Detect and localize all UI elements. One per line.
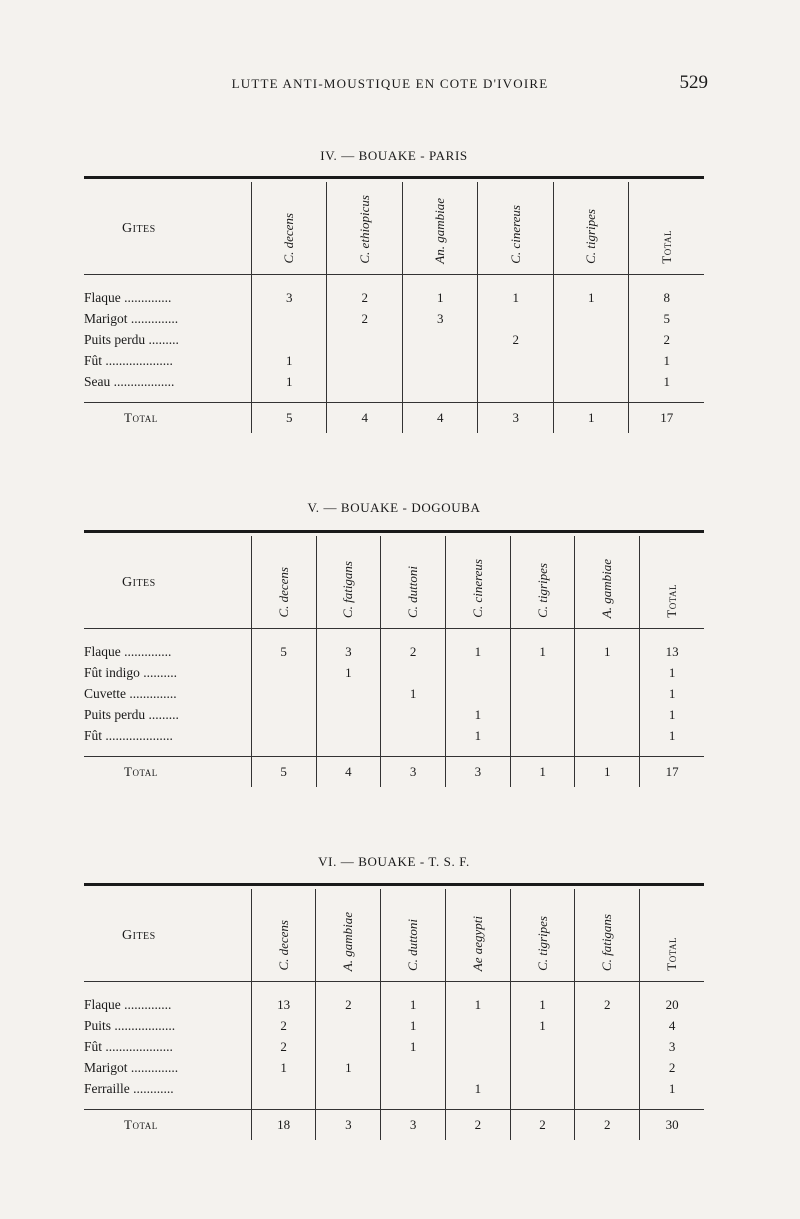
table-cell: 1 (640, 704, 704, 725)
column-header-label: C. duttoni (405, 565, 421, 618)
gites-label: Gites (122, 220, 156, 236)
table-title: IV. — BOUAKE - PARIS (320, 148, 468, 163)
gites-header (84, 536, 251, 629)
column-header-label: C. tigripes (583, 209, 599, 264)
table-cell (510, 1078, 575, 1110)
column-header-label: C. decens (275, 567, 291, 618)
running-title: LUTTE ANTI-MOUSTIQUE EN COTE D'IVOIRE (231, 76, 549, 91)
total-cell: 3 (316, 1110, 381, 1141)
column-header-label: C. tigripes (534, 916, 550, 971)
table-cell: 1 (510, 629, 575, 663)
total-cell: 4 (316, 757, 381, 788)
column-header (575, 889, 640, 982)
total-cell: 17 (629, 403, 704, 434)
table-cell: 1 (629, 371, 704, 403)
column-header-label: An. gambiae (432, 198, 448, 264)
table-cell: 1 (553, 275, 629, 309)
table-cell: 1 (251, 1057, 316, 1078)
total-cell: 3 (381, 757, 446, 788)
table-cell (316, 1015, 381, 1036)
row-label: Flaque .............. (84, 289, 172, 305)
row-label: Fût .................... (84, 1038, 173, 1054)
table-cell: 1 (381, 982, 446, 1016)
table-cell (510, 725, 575, 757)
table-row (84, 725, 704, 757)
column-header-label: C. fatigans (599, 913, 615, 971)
table-cell: 1 (316, 1057, 381, 1078)
table-cell (381, 725, 446, 757)
column-header (640, 889, 704, 982)
column-header (575, 536, 640, 629)
table-cell: 1 (629, 350, 704, 371)
table-section-vi (84, 854, 704, 1144)
total-label: Total (84, 1110, 251, 1141)
column-header (327, 182, 403, 275)
table-top-rule (84, 530, 704, 533)
table-cell: 1 (445, 725, 510, 757)
table-cell: 2 (381, 629, 446, 663)
row-label: Flaque .............. (84, 643, 172, 659)
total-cell: 3 (381, 1110, 446, 1141)
column-header (640, 536, 704, 629)
gites-header (84, 182, 251, 275)
column-header-label: C. fatigans (340, 560, 356, 618)
table-cell (553, 308, 629, 329)
table-cell: 2 (640, 1057, 704, 1078)
table-cell (575, 1057, 640, 1078)
column-header (553, 182, 629, 275)
table-cell (510, 662, 575, 683)
table-cell (402, 329, 478, 350)
column-header-label: C. ethiopicus (356, 195, 372, 264)
row-label: Cuvette .............. (84, 685, 177, 701)
table-cell (316, 725, 381, 757)
table-top-rule (84, 176, 704, 179)
column-header (510, 889, 575, 982)
table-cell (575, 704, 640, 725)
column-header (251, 889, 316, 982)
gites-header (84, 889, 251, 982)
total-cell: 3 (478, 403, 554, 434)
table-cell: 20 (640, 982, 704, 1016)
table-cell (251, 329, 327, 350)
total-cell: 30 (640, 1110, 704, 1141)
table-cell: 1 (640, 683, 704, 704)
table-cell: 3 (316, 629, 381, 663)
total-cell: 1 (575, 757, 640, 788)
page-number: 529 (679, 72, 708, 93)
total-cell: 1 (510, 757, 575, 788)
table-cell (575, 1078, 640, 1110)
table-cell (478, 371, 554, 403)
total-row (84, 757, 704, 788)
table-cell: 1 (251, 350, 327, 371)
table-cell: 1 (575, 629, 640, 663)
gites-label: Gites (122, 927, 156, 943)
table-cell (553, 350, 629, 371)
column-header (316, 536, 381, 629)
column-header-label: C. cinereus (469, 559, 485, 618)
table-cell: 1 (445, 629, 510, 663)
table-row (84, 329, 704, 350)
table-cell (510, 1036, 575, 1057)
table-cell (251, 1078, 316, 1110)
row-label: Flaque .............. (84, 996, 172, 1012)
column-header (445, 889, 510, 982)
table-cell: 1 (640, 725, 704, 757)
row-label: Fût .................... (84, 727, 173, 743)
total-cell: 2 (575, 1110, 640, 1141)
table-cell (575, 683, 640, 704)
table-cell (402, 371, 478, 403)
table-cell (575, 1036, 640, 1057)
table-cell (478, 350, 554, 371)
table-row (84, 704, 704, 725)
table-cell (251, 662, 316, 683)
table-cell: 13 (640, 629, 704, 663)
table-cell: 1 (640, 1078, 704, 1110)
total-cell: 2 (445, 1110, 510, 1141)
column-header (510, 536, 575, 629)
row-label: Puits perdu ......... (84, 331, 179, 347)
table-cell (575, 725, 640, 757)
column-header (316, 889, 381, 982)
table-row (84, 1036, 704, 1057)
table-row (84, 1078, 704, 1110)
row-label: Puits .................. (84, 1017, 176, 1033)
total-label: Total (84, 403, 251, 434)
table-cell: 5 (251, 629, 316, 663)
data-table (84, 889, 704, 1140)
table-cell: 3 (251, 275, 327, 309)
table-cell: 2 (327, 275, 403, 309)
table-cell: 2 (629, 329, 704, 350)
table-cell: 2 (575, 982, 640, 1016)
table-cell (251, 683, 316, 704)
table-cell (510, 1057, 575, 1078)
table-cell: 5 (629, 308, 704, 329)
table-cell: 1 (445, 1078, 510, 1110)
table-cell: 2 (251, 1015, 316, 1036)
table-cell: 1 (251, 371, 327, 403)
table-cell (575, 1015, 640, 1036)
table-top-rule (84, 883, 704, 886)
table-cell (445, 1015, 510, 1036)
table-title: V. — BOUAKE - DOGOUBA (307, 500, 481, 515)
table-cell (327, 329, 403, 350)
total-cell: 5 (251, 403, 327, 434)
table-cell (381, 1057, 446, 1078)
column-header (251, 536, 316, 629)
table-cell (553, 329, 629, 350)
table-cell: 8 (629, 275, 704, 309)
table-cell (445, 1036, 510, 1057)
row-label: Fût indigo .......... (84, 664, 178, 680)
total-row (84, 403, 704, 434)
column-header (629, 182, 704, 275)
column-header-label: A. gambiae (599, 558, 615, 618)
table-cell: 1 (316, 662, 381, 683)
table-row (84, 683, 704, 704)
table-row (84, 275, 704, 309)
running-head (0, 72, 800, 100)
column-header-label: Total (658, 230, 674, 264)
table-cell (402, 350, 478, 371)
table-cell: 1 (402, 275, 478, 309)
table-cell (316, 683, 381, 704)
column-header (381, 889, 446, 982)
table-row (84, 308, 704, 329)
column-header-label: C. decens (281, 213, 297, 264)
table-cell: 2 (478, 329, 554, 350)
column-header (381, 536, 446, 629)
table-cell (445, 683, 510, 704)
table-cell: 4 (640, 1015, 704, 1036)
table-cell: 2 (327, 308, 403, 329)
column-header-label: C. tigripes (534, 563, 550, 618)
table-section-v (84, 500, 704, 790)
table-cell: 1 (445, 704, 510, 725)
total-cell: 5 (251, 757, 316, 788)
total-cell: 1 (553, 403, 629, 434)
table-cell (445, 1057, 510, 1078)
table-cell (316, 704, 381, 725)
table-cell: 1 (510, 1015, 575, 1036)
table-cell (381, 662, 446, 683)
table-cell: 1 (381, 1036, 446, 1057)
column-header-label: C. duttoni (405, 918, 421, 971)
column-header (445, 536, 510, 629)
data-table (84, 182, 704, 433)
table-cell (316, 1078, 381, 1110)
table-cell (510, 683, 575, 704)
table-cell: 1 (445, 982, 510, 1016)
total-cell: 2 (510, 1110, 575, 1141)
table-row (84, 371, 704, 403)
row-label: Fût .................... (84, 352, 173, 368)
table-cell: 3 (402, 308, 478, 329)
total-row (84, 1110, 704, 1141)
table-cell (553, 371, 629, 403)
table-cell: 1 (381, 683, 446, 704)
table-cell: 3 (640, 1036, 704, 1057)
total-cell: 17 (640, 757, 704, 788)
table-row (84, 1015, 704, 1036)
total-label: Total (84, 757, 251, 788)
total-cell: 4 (402, 403, 478, 434)
table-cell (575, 662, 640, 683)
table-cell (510, 704, 575, 725)
row-label: Marigot .............. (84, 1059, 179, 1075)
row-label: Marigot .............. (84, 310, 179, 326)
data-table (84, 536, 704, 787)
table-cell (381, 704, 446, 725)
table-row (84, 350, 704, 371)
column-header (478, 182, 554, 275)
table-row (84, 982, 704, 1016)
table-cell (251, 308, 327, 329)
table-cell (478, 308, 554, 329)
table-cell (445, 662, 510, 683)
column-header-label: A. gambiae (340, 911, 356, 971)
table-cell: 1 (640, 662, 704, 683)
column-header-label: Total (664, 937, 680, 971)
column-header-label: C. cinereus (507, 205, 523, 264)
gites-label: Gites (122, 574, 156, 590)
table-title: VI. — BOUAKE - T. S. F. (318, 854, 470, 869)
table-section-iv (84, 148, 704, 438)
total-cell: 18 (251, 1110, 316, 1141)
table-cell (381, 1078, 446, 1110)
column-header (251, 182, 327, 275)
table-cell: 2 (251, 1036, 316, 1057)
table-cell (327, 371, 403, 403)
column-header (402, 182, 478, 275)
row-label: Ferraille ............ (84, 1080, 174, 1096)
total-cell: 4 (327, 403, 403, 434)
table-cell (251, 704, 316, 725)
table-row (84, 629, 704, 663)
table-cell (251, 725, 316, 757)
row-label: Seau .................. (84, 373, 175, 389)
table-cell (316, 1036, 381, 1057)
column-header-label: Ae aegypti (469, 915, 485, 971)
table-row (84, 1057, 704, 1078)
table-cell: 13 (251, 982, 316, 1016)
row-label: Puits perdu ......... (84, 706, 179, 722)
table-cell: 1 (510, 982, 575, 1016)
table-row (84, 662, 704, 683)
table-cell: 2 (316, 982, 381, 1016)
column-header-label: Total (664, 584, 680, 618)
table-cell (327, 350, 403, 371)
total-cell: 3 (445, 757, 510, 788)
column-header-label: C. decens (275, 920, 291, 971)
table-cell: 1 (478, 275, 554, 309)
table-cell: 1 (381, 1015, 446, 1036)
